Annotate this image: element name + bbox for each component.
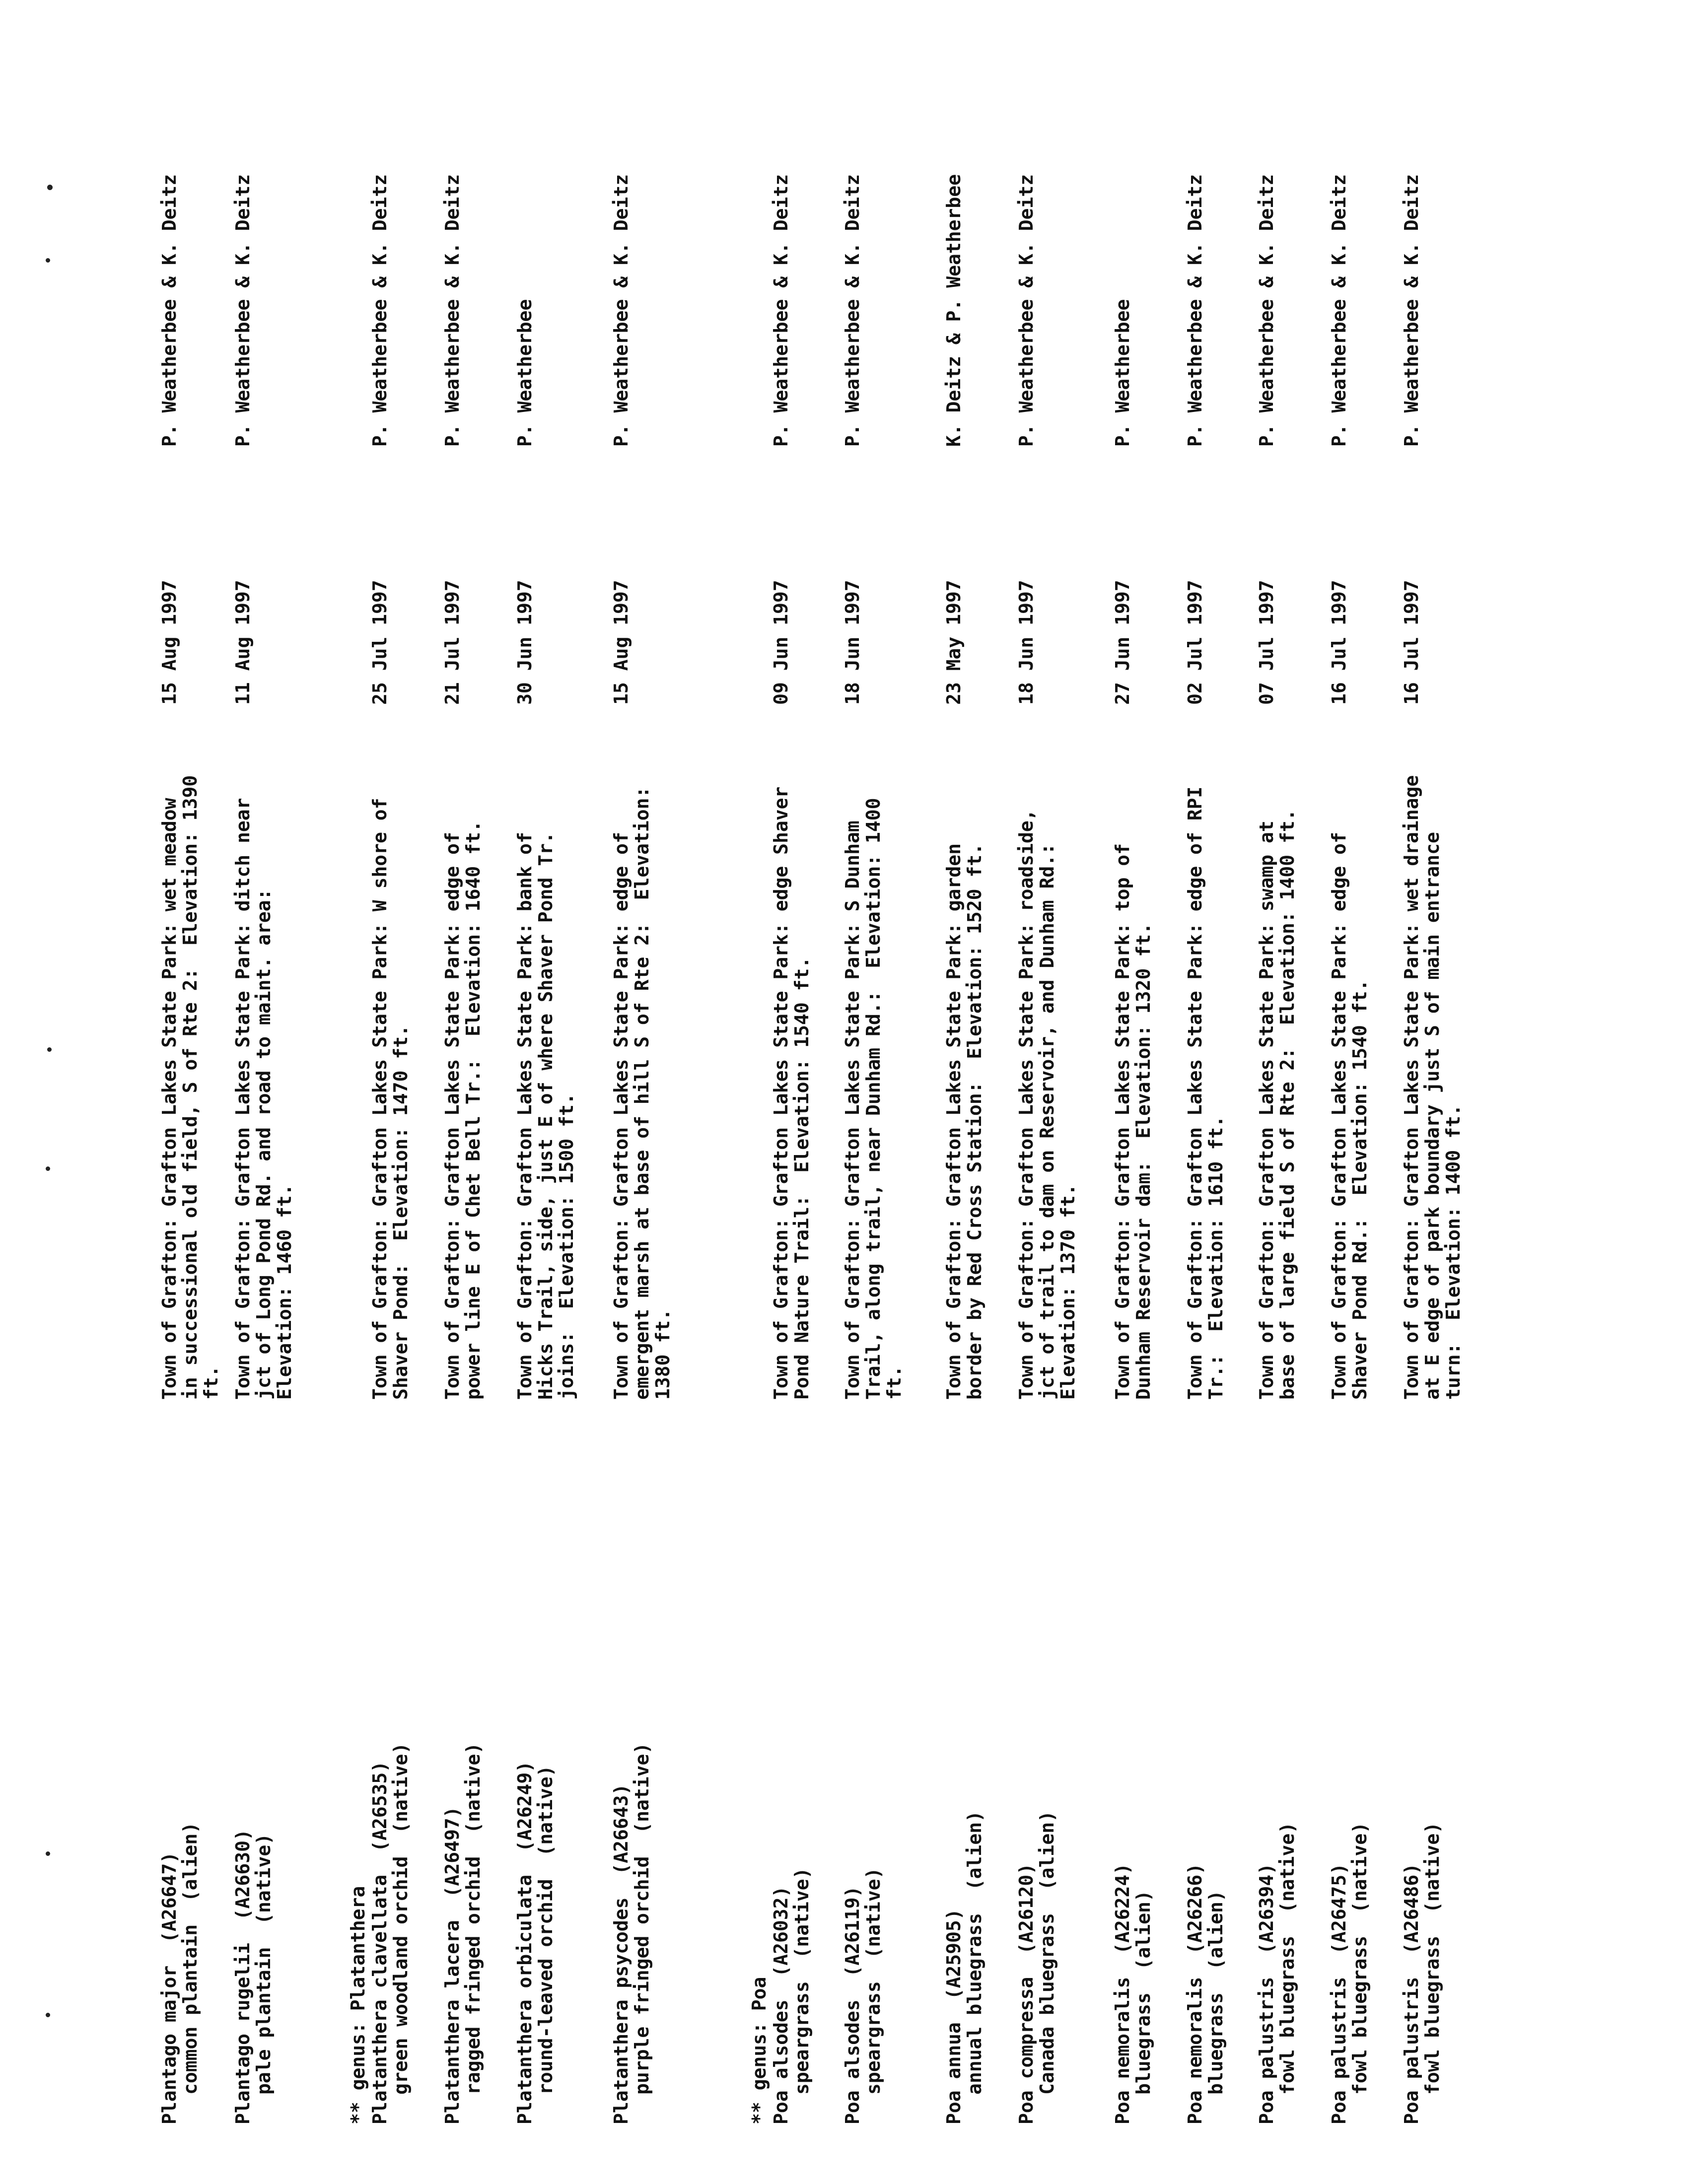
- location-cell: Town of Grafton: Grafton Lakes State Park: roadside, jct of trail to dam on Reservoir, and Dunham Rd.: Elevation: 1370 ft.: [1015, 798, 1079, 1400]
- scientific-name: Platanthera lacera (A26497): [441, 1806, 463, 2124]
- date-cell: 21 Jul 1997: [441, 580, 463, 705]
- collector-cell: P. Weatherbee & K. Deitz: [1328, 174, 1350, 447]
- scientific-name: Poa palustris (A26475): [1328, 1863, 1350, 2124]
- scientific-name: Platanthera psycodes (A26643): [610, 1783, 632, 2124]
- species-cell: [1401, 1405, 1443, 2124]
- location-cell: Town of Grafton: Grafton Lakes State Park: edge of RPI Tr.: Elevation: 1610 ft.: [1184, 775, 1227, 1400]
- collector-cell: P. Weatherbee & K. Deitz: [770, 174, 792, 447]
- species-cell: [1185, 1405, 1226, 2124]
- collector-cell: P. Weatherbee & K. Deitz: [610, 174, 632, 447]
- date-cell: 02 Jul 1997: [1184, 580, 1206, 705]
- location-cell: Town of Grafton: Grafton Lakes State Park: bank of Hicks Trail, side, just E of where Shaver Pond Tr. joins: Elevation: 1500 ft.: [514, 820, 577, 1400]
- collector-cell: P. Weatherbee & K. Deitz: [1184, 174, 1206, 447]
- common-name: speargrass (native): [791, 1867, 813, 2095]
- common-name: pale plantain (native): [253, 1833, 275, 2095]
- location-cell: Town of Grafton: Grafton Lakes State Park: edge of emergent marsh at base of hill S of Rte 2: Elevation: 1380 ft.: [610, 775, 674, 1400]
- scientific-name: Poa nemoralis (A26224): [1112, 1863, 1133, 2124]
- scan-speck: [46, 1851, 50, 1856]
- scan-speck: [47, 1047, 52, 1052]
- collector-cell: P. Weatherbee & K. Deitz: [369, 174, 391, 447]
- collector-cell: P. Weatherbee & K. Deitz: [1256, 174, 1277, 447]
- date-cell: 16 Jul 1997: [1328, 580, 1350, 705]
- common-name: fowl bluegrass (native): [1421, 1822, 1443, 2095]
- species-cell: [232, 1405, 274, 2124]
- scan-speck: [47, 185, 53, 190]
- species-cell: [611, 1405, 652, 2124]
- genus-header: ** genus: Poa: [748, 1977, 770, 2124]
- species-cell: [159, 1405, 201, 2124]
- scientific-name: Platanthera clavellata (A26535): [369, 1761, 391, 2124]
- collector-cell: P. Weatherbee: [514, 299, 536, 447]
- collector-cell: P. Weatherbee & K. Deitz: [158, 174, 180, 447]
- location-cell: Town of Grafton: Grafton Lakes State Park: garden border by Red Cross Station: Elevation: 1520 ft.: [943, 832, 985, 1400]
- date-cell: 15 Aug 1997: [158, 580, 180, 705]
- species-cell: [771, 1405, 812, 2124]
- location-cell: Town of Grafton: Grafton Lakes State Park: S Dunham Trail, along trail, near Dunham Rd.: Elevation: 1400 ft.: [842, 786, 905, 1400]
- common-name: ragged fringed orchid (native): [462, 1742, 484, 2095]
- location-cell: Town of Grafton: Grafton Lakes State Park: edge of power line E of Chet Bell Tr.: Elevation: 1640 ft.: [441, 820, 484, 1400]
- species-cell: [514, 1405, 556, 2124]
- scan-speck: [46, 1166, 50, 1171]
- scientific-name: Poa compressa (A26120): [1015, 1863, 1037, 2124]
- common-name: bluegrass (alien): [1132, 1890, 1154, 2095]
- species-cell: [442, 1405, 484, 2124]
- collector-cell: P. Weatherbee: [1112, 299, 1133, 447]
- species-cell: [1329, 1405, 1370, 2124]
- common-name: fowl bluegrass (native): [1349, 1822, 1371, 2095]
- collector-cell: P. Weatherbee & K. Deitz: [1015, 174, 1037, 447]
- date-cell: 07 Jul 1997: [1256, 580, 1277, 705]
- species-cell: [943, 1405, 985, 2124]
- date-cell: 30 Jun 1997: [514, 580, 536, 705]
- species-cell: [369, 1405, 411, 2124]
- scientific-name: Poa annua (A25905): [943, 1909, 965, 2124]
- date-cell: 11 Aug 1997: [232, 580, 254, 705]
- common-name: annual bluegrass (alien): [964, 1811, 985, 2095]
- collector-cell: P. Weatherbee & K. Deitz: [441, 174, 463, 447]
- location-cell: Town of Grafton: Grafton Lakes State Park: wet meadow in successional old field, S of Rte 2: Elevation: 1390 ft.: [158, 763, 222, 1400]
- collector-cell: P. Weatherbee & K. Deitz: [842, 174, 863, 447]
- collector-cell: P. Weatherbee & K. Deitz: [232, 174, 254, 447]
- collector-cell: K. Deitz & P. Weatherbee: [943, 174, 965, 447]
- common-name: speargrass (native): [862, 1867, 884, 2095]
- species-cell: [1112, 1405, 1154, 2124]
- scientific-name: Poa alsodes (A26119): [842, 1886, 863, 2124]
- common-name: green woodland orchid (native): [390, 1742, 412, 2095]
- species-cell: [1256, 1405, 1298, 2124]
- genus-header: ** genus: Platanthera: [347, 1886, 369, 2124]
- location-cell: Town of Grafton: Grafton Lakes State Park: swamp at base of large field S of Rte 2: Elevation: 1400 ft.: [1256, 809, 1298, 1400]
- common-name: fowl bluegrass (native): [1276, 1822, 1298, 2095]
- common-name: common plantain (alien): [179, 1822, 201, 2095]
- collector-cell: P. Weatherbee & K. Deitz: [1401, 174, 1422, 447]
- location-cell: Town of Grafton: Grafton Lakes State Park: ditch near jct of Long Pond Rd. and road to maint. area: Elevation: 1460 ft.: [232, 786, 295, 1400]
- scientific-name: Plantago major (A26647): [158, 1851, 180, 2124]
- date-cell: 25 Jul 1997: [369, 580, 391, 705]
- date-cell: 27 Jun 1997: [1112, 580, 1133, 705]
- scientific-name: Platanthera orbiculata (A26249): [514, 1761, 536, 2124]
- common-name: round-leaved orchid (native): [535, 1765, 557, 2095]
- location-cell: Town of Grafton: Grafton Lakes State Park: W shore of Shaver Pond: Elevation: 1470 ft.: [369, 786, 412, 1400]
- common-name: purple fringed orchid (native): [631, 1742, 653, 2095]
- common-name: bluegrass (alien): [1205, 1890, 1227, 2095]
- species-cell: [842, 1405, 884, 2124]
- date-cell: 18 Jun 1997: [1015, 580, 1037, 705]
- date-cell: 09 Jun 1997: [770, 580, 792, 705]
- date-cell: 15 Aug 1997: [610, 580, 632, 705]
- scientific-name: Poa nemoralis (A26266): [1184, 1863, 1206, 2124]
- scientific-name: Poa palustris (A26486): [1401, 1863, 1422, 2124]
- date-cell: 16 Jul 1997: [1401, 580, 1422, 705]
- specimen-table: [104, 139, 1544, 2124]
- scan-speck: [46, 258, 50, 263]
- location-cell: Town of Grafton: Grafton Lakes State Park: edge Shaver Pond Nature Trail: Elevation: 1540 ft.: [770, 775, 813, 1400]
- scan-speck: [46, 2013, 50, 2017]
- species-cell: [1016, 1405, 1057, 2124]
- location-cell: Town of Grafton: Grafton Lakes State Park: wet drainage at E edge of park boundary just S of main entrance turn: Elevation: 1400 ft.: [1401, 763, 1464, 1400]
- location-cell: Town of Grafton: Grafton Lakes State Park: top of Dunham Reservoir dam: Elevation: 1320 ft.: [1112, 832, 1154, 1400]
- scientific-name: Poa palustris (A26394): [1256, 1863, 1277, 2124]
- date-cell: 23 May 1997: [943, 580, 965, 705]
- location-cell: Town of Grafton: Grafton Lakes State Park: edge of Shaver Pond Rd.: Elevation: 1540 ft.: [1328, 820, 1371, 1400]
- common-name: Canada bluegrass (alien): [1036, 1811, 1058, 2095]
- date-cell: 18 Jun 1997: [842, 580, 863, 705]
- scientific-name: Poa alsodes (A26032): [770, 1886, 792, 2124]
- scientific-name: Plantago rugelii (A26630): [232, 1829, 254, 2124]
